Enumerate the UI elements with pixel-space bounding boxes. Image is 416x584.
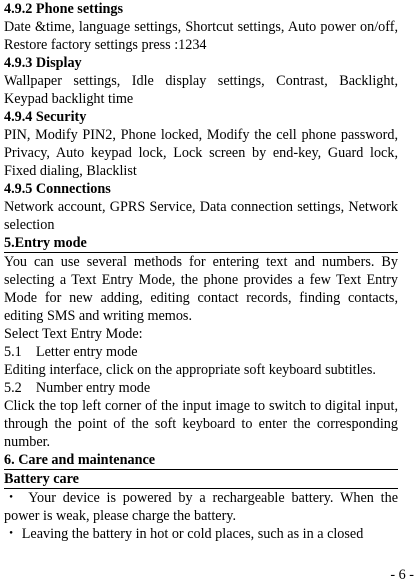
select-entry-mode-label: Select Text Entry Mode:: [4, 326, 143, 342]
document-page: [4, 0, 398, 543]
section-heading-4-9-2: 4.9.2 Phone settings: [4, 1, 124, 17]
section-heading-4-9-4: 4.9.4 Security: [4, 109, 87, 125]
section-heading-4-9-3: 4.9.3 Display: [4, 55, 82, 71]
page-number: - 6 -: [390, 567, 414, 583]
section-body-4-9-4: PIN, Modify PIN2, Phone locked, Modify the cell phone password, Privacy, Auto keypad lock, Lock screen by end-key, Guard lock, Fixed dialing, Blacklist: [4, 127, 398, 179]
section-body-4-9-5: Network account, GPRS Service, Data connection settings, Network selection: [4, 199, 398, 233]
section-body-5-1: Editing interface, click on the appropriate soft keyboard subtitles.: [4, 362, 376, 378]
section-heading-5: 5.Entry mode: [4, 234, 398, 253]
battery-bullet-1: ・ Your device is powered by a rechargeable battery. When the power is weak, please charge the battery.: [4, 490, 398, 524]
section-heading-4-9-5: 4.9.5 Connections: [4, 181, 111, 197]
section-body-4-9-2: Date &time, language settings, Shortcut settings, Auto power on/off, Restore factory settings press :1234: [4, 19, 398, 53]
section-heading-5-2: 5.2 Number entry mode: [4, 380, 151, 396]
battery-care-heading: Battery care: [4, 470, 398, 489]
section-body-5-intro: You can use several methods for entering text and numbers. By selecting a Text Entry Mode, the phone provides a few Text Entry Mode for new adding, editing contact records, finding contacts, editing SMS and writing memos.: [4, 254, 398, 324]
battery-bullet-2: ・ Leaving the battery in hot or cold places, such as in a closed: [4, 526, 364, 542]
section-heading-5-1: 5.1 Letter entry mode: [4, 344, 138, 360]
section-body-4-9-3: Wallpaper settings, Idle display settings, Contrast, Backlight, Keypad backlight time: [4, 73, 398, 107]
section-heading-6: 6. Care and maintenance: [4, 451, 398, 470]
section-body-5-2: Click the top left corner of the input image to switch to digital input, through the point of the soft keyboard to enter the corresponding number.: [4, 398, 398, 450]
